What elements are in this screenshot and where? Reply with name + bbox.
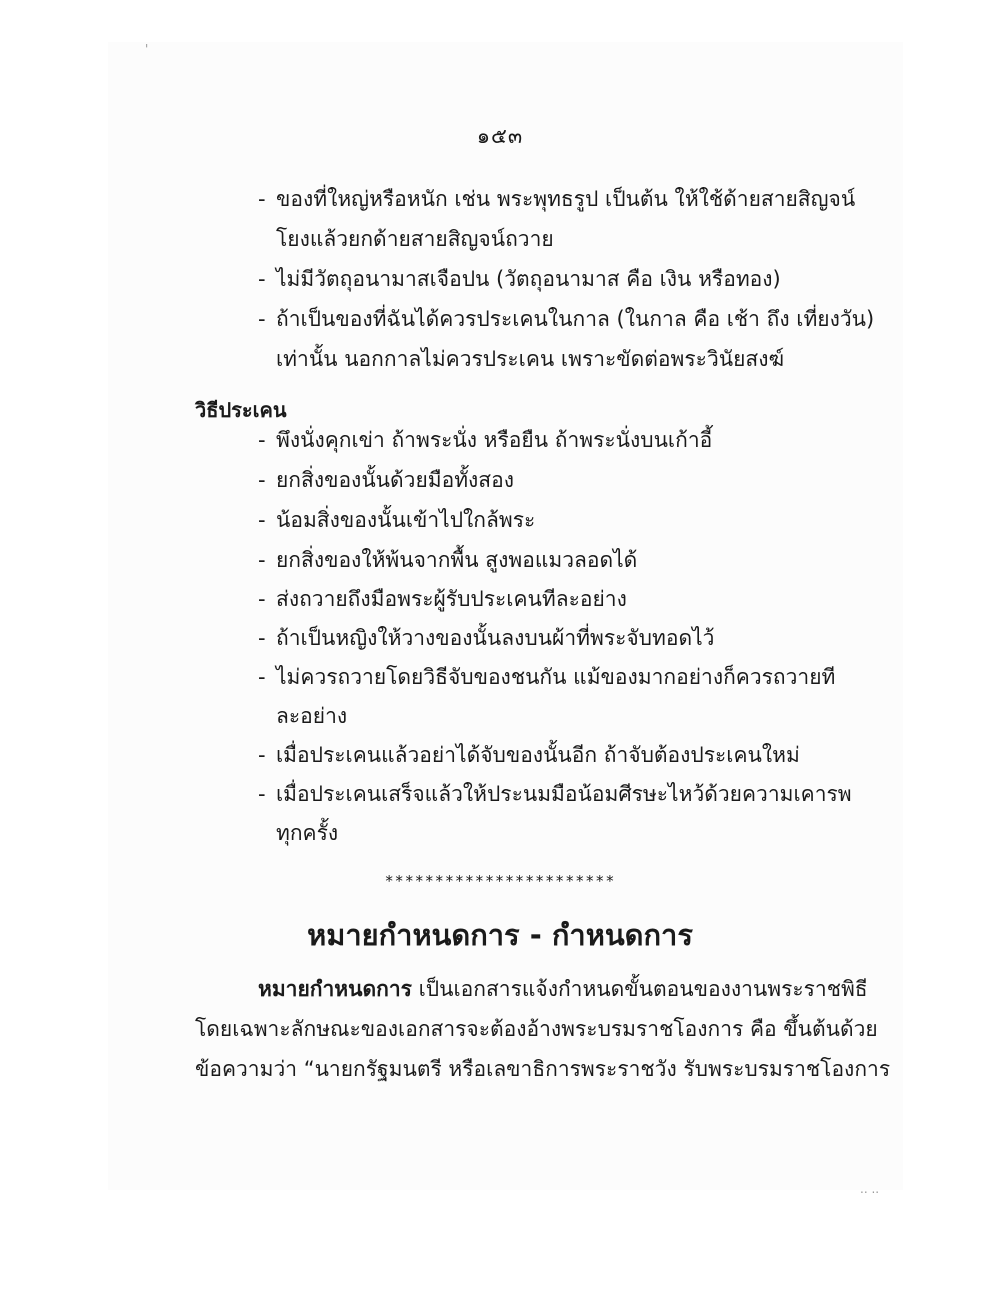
bullet-dash: - xyxy=(258,187,266,211)
list-item-text: เมื่อประเคนเสร็จแล้วให้ประนมมือน้อมศีรษะไหว้ด้วยความเคารพ xyxy=(276,782,852,806)
list-item xyxy=(258,264,781,294)
list-item xyxy=(258,505,535,535)
list-item xyxy=(258,662,835,692)
bullet-dash: - xyxy=(258,743,266,767)
paragraph-line xyxy=(258,974,868,1004)
list-item-continuation: ละอย่าง xyxy=(276,704,348,728)
list-item-text: ถ้าเป็นของที่ฉันได้ควรประเคนในกาล (ในกาล คือ เช้า ถึง เที่ยงวัน) xyxy=(276,307,875,331)
paragraph-term: หมายกำหนดการ xyxy=(258,977,412,1001)
bullet-dash: - xyxy=(258,626,266,650)
list-item-text: ไม่ควรถวายโดยวิธีจับของชนกัน แม้ของมากอย่างก็ควรถวายที xyxy=(276,665,836,689)
list-item xyxy=(258,584,627,614)
paragraph-line: โดยเฉพาะลักษณะของเอกสารจะต้องอ้างพระบรมราชโองการ คือ ขึ้นต้นด้วย xyxy=(195,1017,878,1041)
list-item-text: ถ้าเป็นหญิงให้วางของนั้นลงบนผ้าที่พระจับทอดไว้ xyxy=(276,626,715,650)
bullet-dash: - xyxy=(258,548,266,572)
separator: *********************** xyxy=(384,872,616,890)
list-item-text: พึงนั่งคุกเข่า ถ้าพระนั่ง หรือยืน ถ้าพระนั่งบนเก้าอี้ xyxy=(276,428,713,452)
list-item-text: ไม่มีวัตถุอนามาสเจือปน (วัตถุอนามาส คือ เงิน หรือทอง) xyxy=(276,267,781,291)
list-item-text: เมื่อประเคนแล้วอย่าได้จับของนั้นอีก ถ้าจับต้องประเคนใหม่ xyxy=(276,743,800,767)
scan-speck: ' xyxy=(145,42,149,56)
list-item-text: ยกสิ่งของนั้นด้วยมือทั้งสอง xyxy=(276,468,514,492)
section-title: หมายกำหนดการ - กำหนดการ xyxy=(307,918,693,952)
list-item-text: น้อมสิ่งของนั้นเข้าไปใกล้พระ xyxy=(276,508,536,532)
list-item-text: ของที่ใหญ่หรือหนัก เช่น พระพุทธรูป เป็นต้น ให้ใช้ด้ายสายสิญจน์ xyxy=(276,187,856,211)
bullet-dash: - xyxy=(258,428,266,452)
list-item xyxy=(258,740,800,770)
bullet-dash: - xyxy=(258,307,266,331)
bullet-dash: - xyxy=(258,267,266,291)
bullet-dash: - xyxy=(258,665,266,689)
list-item xyxy=(258,465,514,495)
page-number: ๑๕๓ xyxy=(476,124,524,148)
bullet-dash: - xyxy=(258,508,266,532)
bullet-dash: - xyxy=(258,468,266,492)
scan-speck: .. .. xyxy=(860,1182,880,1196)
paragraph-text: เป็นเอกสารแจ้งกำหนดขั้นตอนของงานพระราชพิธี xyxy=(411,977,868,1001)
section-heading: วิธีประเคน xyxy=(195,398,287,422)
list-item xyxy=(258,545,637,575)
list-item-continuation: เท่านั้น นอกกาลไม่ควรประเคน เพราะขัดต่อพระวินัยสงฆ์ xyxy=(276,347,785,371)
list-item xyxy=(258,779,852,809)
bullet-dash: - xyxy=(258,782,266,806)
list-item-text: ยกสิ่งของให้พ้นจากพื้น สูงพอแมวลอดได้ xyxy=(276,548,638,572)
list-item-continuation: โยงแล้วยกด้ายสายสิญจน์ถวาย xyxy=(276,227,554,251)
paragraph-line: ข้อความว่า “นายกรัฐมนตรี หรือเลขาธิการพระราชวัง รับพระบรมราชโองการ xyxy=(195,1057,891,1081)
bullet-dash: - xyxy=(258,587,266,611)
list-item-continuation: ทุกครั้ง xyxy=(276,821,339,845)
list-item xyxy=(258,425,712,455)
list-item xyxy=(258,623,714,653)
list-item xyxy=(258,184,855,214)
list-item xyxy=(258,304,874,334)
list-item-text: ส่งถวายถึงมือพระผู้รับประเคนทีละอย่าง xyxy=(276,587,627,611)
